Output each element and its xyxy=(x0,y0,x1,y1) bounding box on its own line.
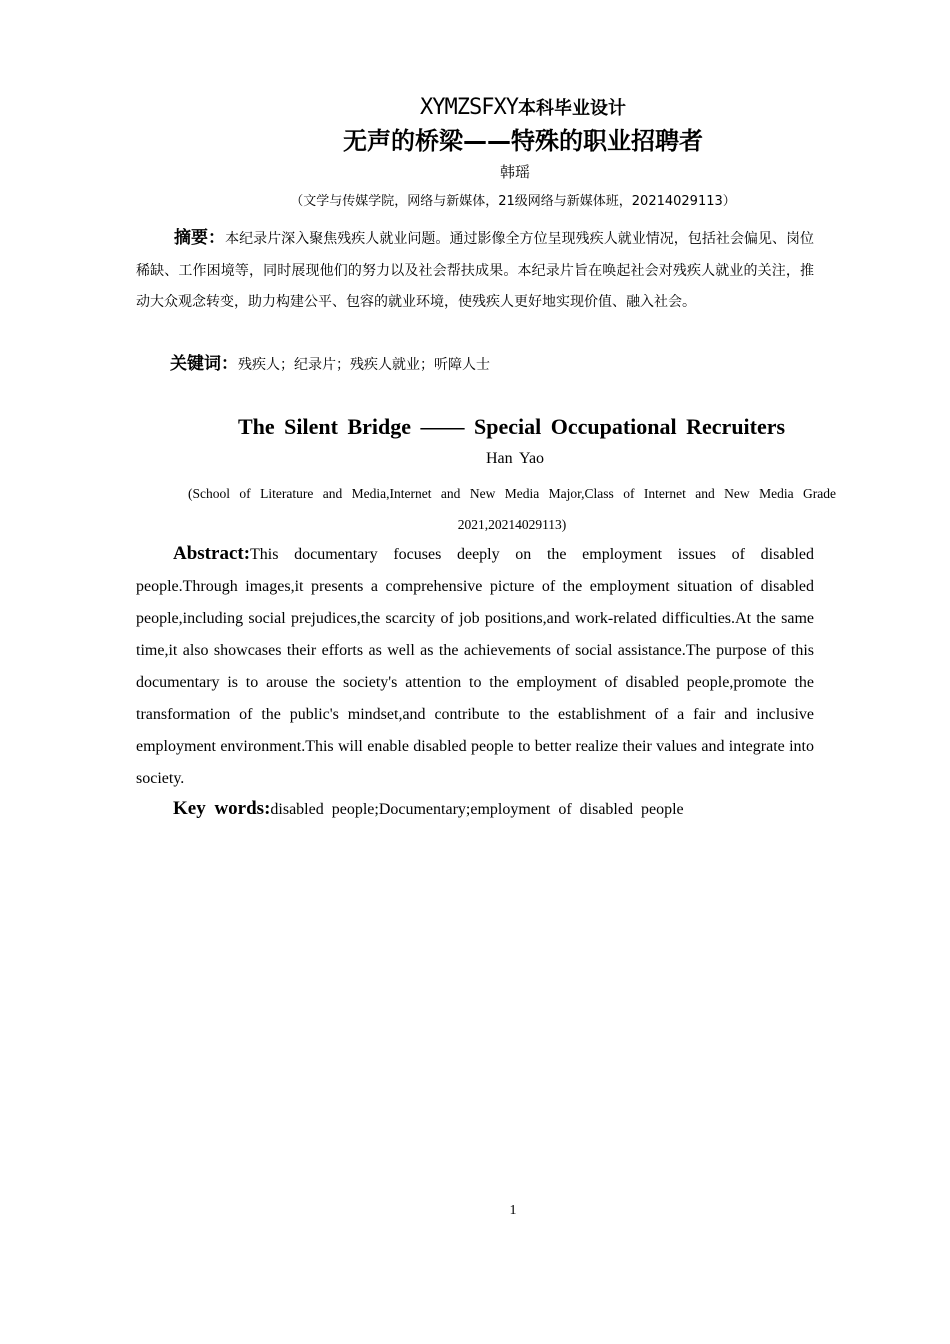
chinese-keywords-text: 残疾人；纪录片；残疾人就业；听障人士 xyxy=(238,357,490,373)
chinese-abstract-label: 摘要： xyxy=(174,228,226,248)
document-type: 本科毕业设计 xyxy=(517,98,626,119)
document-header xyxy=(48,92,950,124)
chinese-keywords-label: 关键词： xyxy=(170,354,238,374)
english-abstract-text: This documentary focuses deeply on the employment issues of disabled people.Through images,it presents a comprehensive picture of the employment situation of disabled people,including social prejudices,the scarcity of job positions,and work-related difficulties.At the same time,it also showcases their efforts as well as the achievements of social assistance.The purpose of this documentary is to arouse the society's attention to the employment of disabled people,promote the transformation of the public's mindset,and contribute to the establishment of a fair and inclusive employment environment.This will enable disabled people to better realize their values and integrate into society. xyxy=(136,546,814,787)
english-abstract-label: Abstract: xyxy=(173,543,251,564)
english-abstract xyxy=(136,538,814,795)
chinese-abstract-text: 本纪录片深入聚焦残疾人就业问题。通过影像全方位呈现残疾人就业情况，包括社会偏见、岗位稀缺、工作困境等，同时展现他们的努力以及社会帮扶成果。本纪录片旨在唤起社会对残疾人就业的关注，推动大众观念转变，助力构建公平、包容的就业环境，使残疾人更好地实现价值、融入社会。 xyxy=(136,231,815,310)
chinese-abstract xyxy=(136,223,814,319)
school-code: XYMZSFXY xyxy=(420,95,518,120)
english-title: The Silent Bridge —— Special Occupational Recruiters xyxy=(238,414,786,439)
english-affiliation: (School of Literature and Media,Internet and New Media Major,Class of Internet and New Media Grade 2021,20214029113) xyxy=(188,486,836,532)
english-keywords-label: Key words: xyxy=(173,798,271,819)
english-keywords xyxy=(173,793,684,826)
page-number: 1 xyxy=(509,1203,517,1218)
chinese-author: 韩瑶 xyxy=(499,163,530,181)
chinese-affiliation: （文学与传媒学院，网络与新媒体，21级网络与新媒体班，20214029113） xyxy=(290,194,736,209)
chinese-keywords xyxy=(170,349,810,380)
chinese-title: 无声的桥梁——特殊的职业招聘者 xyxy=(343,127,703,155)
english-author: Han Yao xyxy=(485,450,545,467)
english-keywords-text: disabled people;Documentary;employment of disabled people xyxy=(270,801,684,818)
